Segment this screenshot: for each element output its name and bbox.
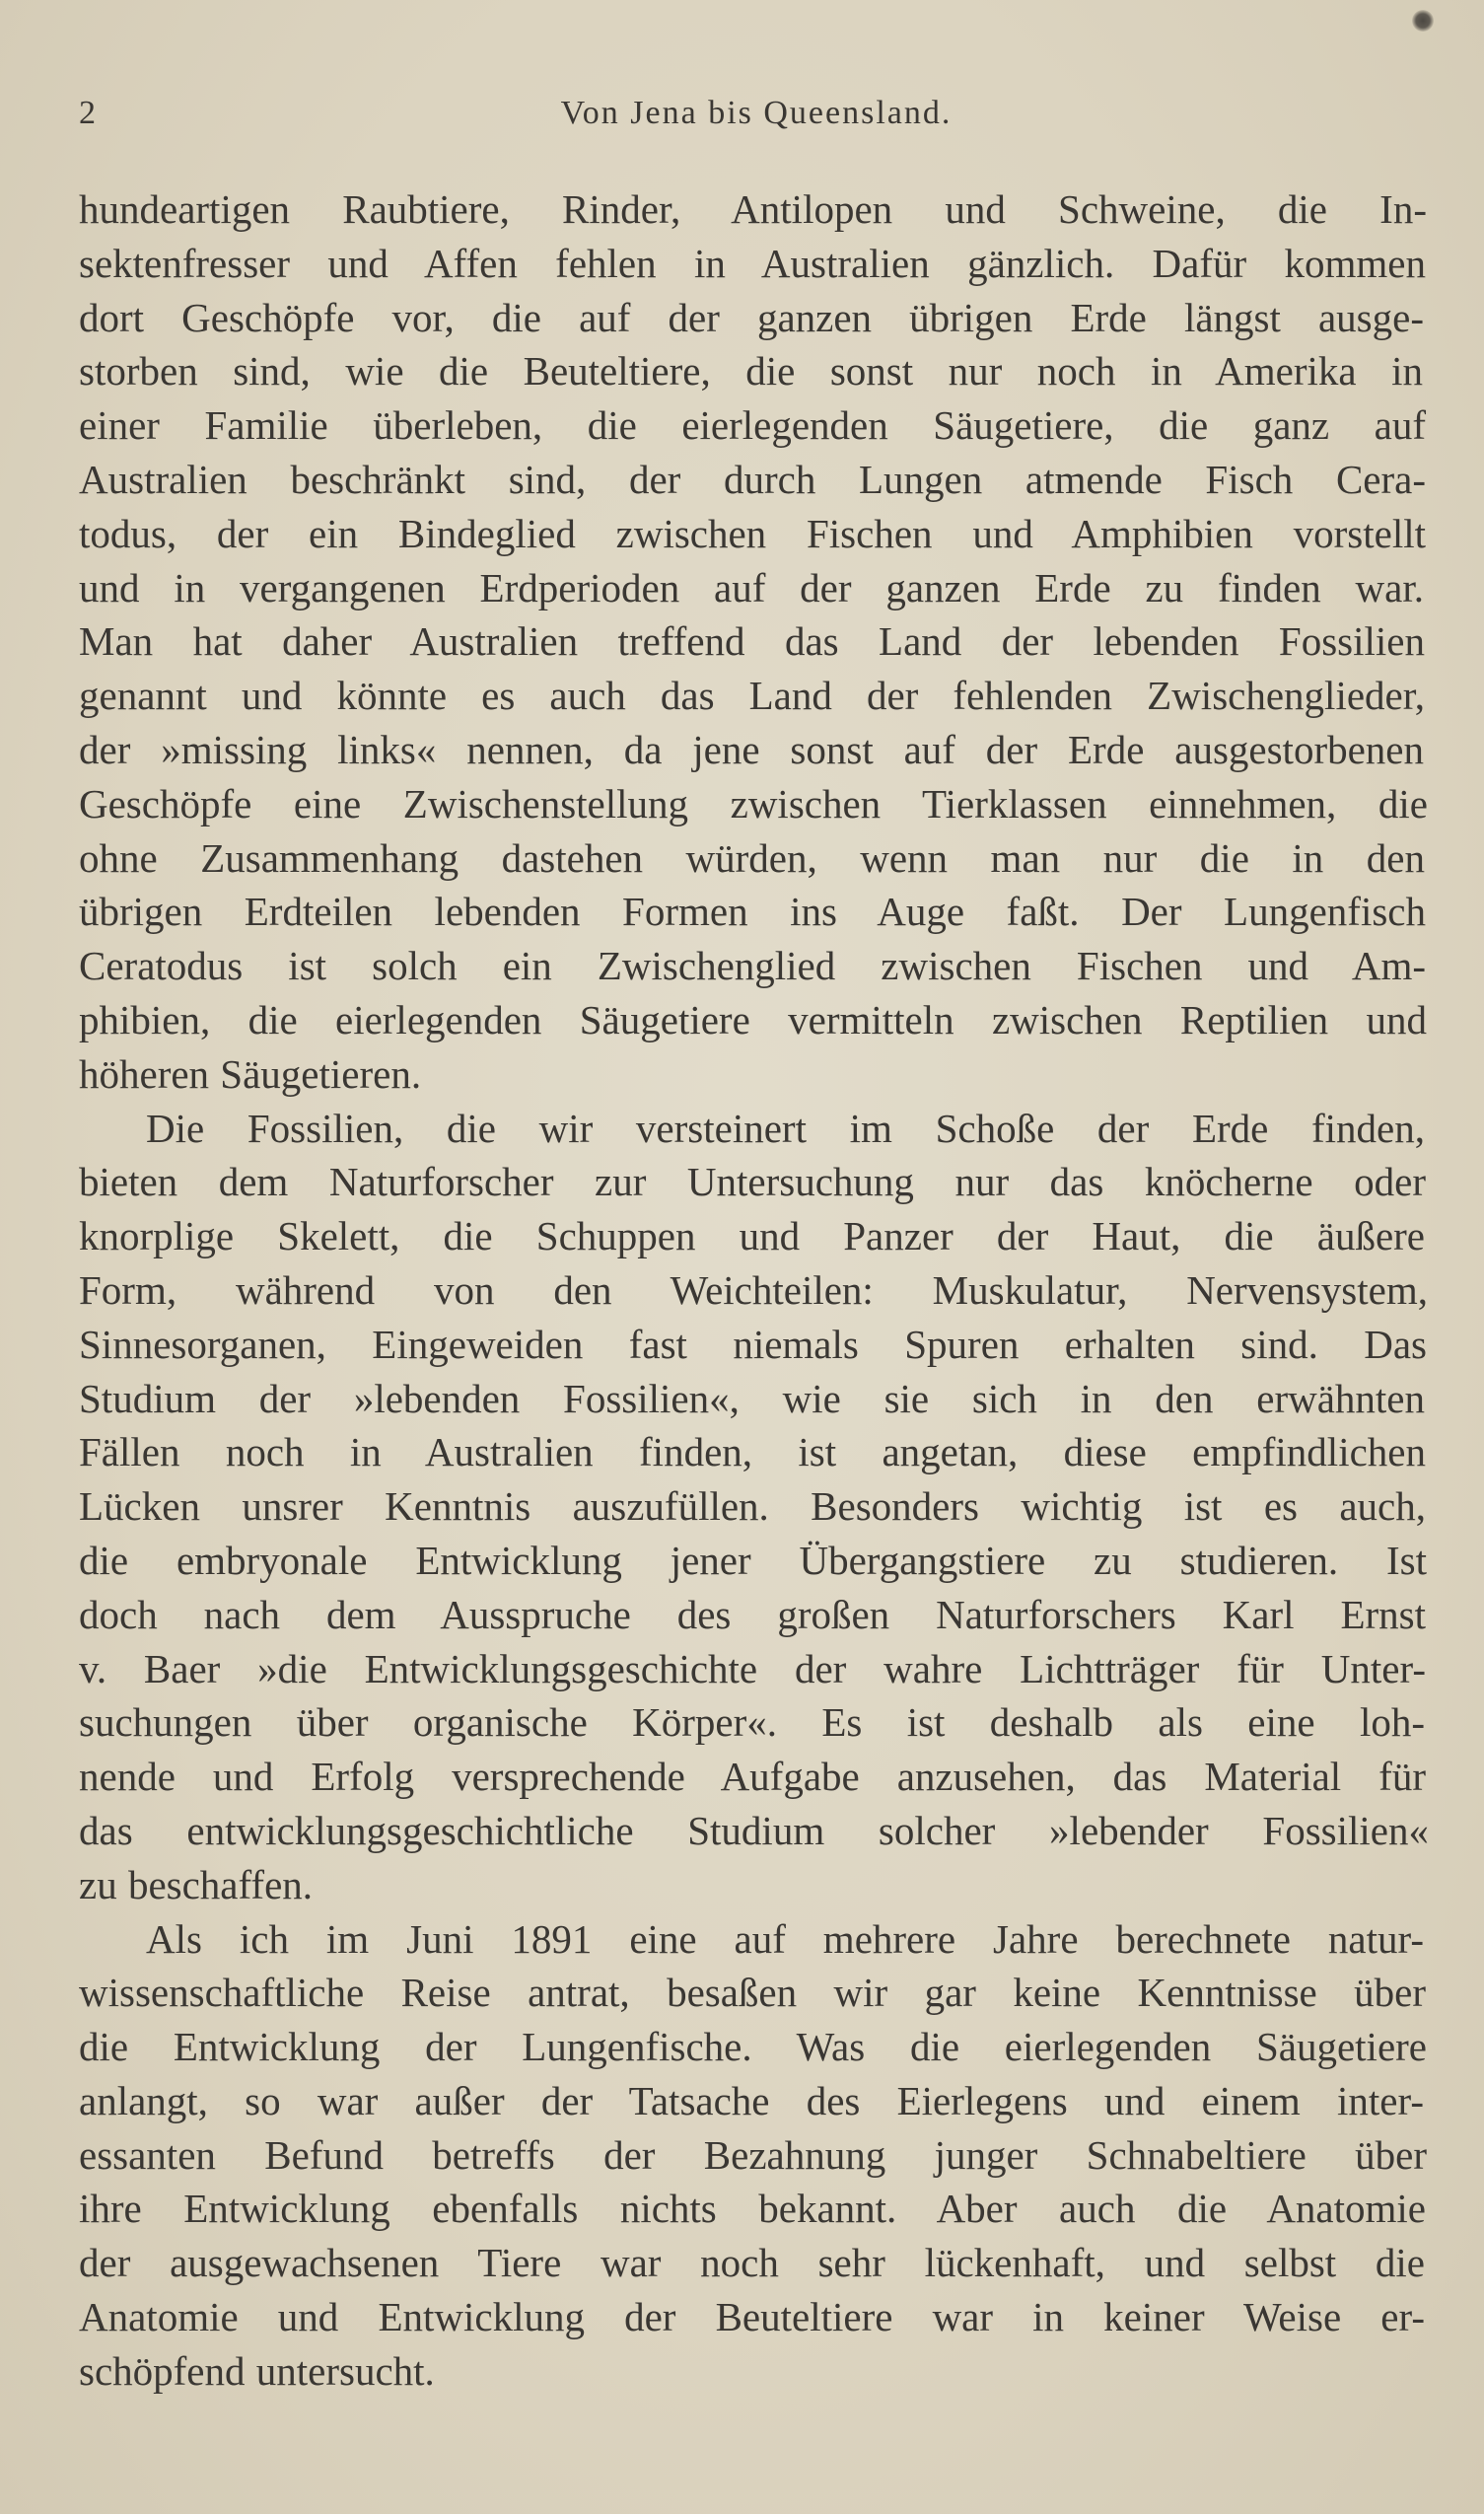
text-line: der ausgewachsenen Tiere war noch sehr lückenhaft, und selbst die: [79, 2240, 1425, 2286]
paragraph-2: [79, 1102, 1434, 1912]
text-line: bieten dem Naturforscher zur Untersuchung nur das knöcherne oder: [79, 1159, 1426, 1205]
text-line: Die Fossilien, die wir versteinert im Schoße der Erde finden,: [146, 1105, 1425, 1151]
text-line: suchungen über organische Körper«. Es ist deshalb als eine loh-: [79, 1699, 1425, 1746]
text-line: wissenschaftliche Reise antrat, besaßen wir gar keine Kenntnisse über: [79, 1970, 1426, 2016]
text-line: ohne Zusammenhang dastehen würden, wenn man nur die in den: [79, 834, 1425, 881]
text-line: essanten Befund betreffs der Bezahnung junger Schnabeltiere über: [79, 2131, 1427, 2178]
text-line: Ceratodus ist solch ein Zwischenglied zwischen Fischen und Am-: [79, 943, 1426, 989]
text-line: Lücken unsrer Kenntnis auszufüllen. Besonders wichtig ist es auch,: [79, 1483, 1426, 1530]
page-header: [79, 95, 1434, 144]
text-line: ihre Entwicklung ebenfalls nichts bekannt. Aber auch die Anatomie: [79, 2186, 1426, 2232]
text-line: knorplige Skelett, die Schuppen und Panzer der Haut, die äußere: [79, 1213, 1425, 1259]
text-line: sektenfresser und Affen fehlen in Australien gänzlich. Dafür kommen: [79, 240, 1426, 286]
text-line: schöpfend untersucht.: [79, 2347, 435, 2394]
text-line: einer Familie überleben, die eierlegenden Säugetiere, die ganz auf: [79, 402, 1426, 449]
paragraph-1: [79, 182, 1434, 1102]
running-title: Von Jena bis Queensland.: [560, 95, 953, 131]
text-line: genannt und könnte es auch das Land der fehlenden Zwischenglieder,: [79, 673, 1425, 719]
text-line: Fällen noch in Australien finden, ist angetan, diese empfindlichen: [79, 1429, 1426, 1475]
text-line: doch nach dem Ausspruche des großen Naturforschers Karl Ernst: [79, 1591, 1426, 1637]
paragraph-3: [79, 1912, 1434, 2399]
text-line: und in vergangenen Erdperioden auf der ganzen Erde zu finden war.: [79, 564, 1424, 611]
text-line: storben sind, wie die Beuteltiere, die sonst nur noch in Amerika in: [79, 348, 1423, 395]
text-line: der »missing links« nennen, da jene sonst auf der Erde ausgestorbenen: [79, 726, 1424, 772]
text-line: hundeartigen Raubtiere, Rinder, Antilopen und Schweine, die In-: [79, 186, 1427, 232]
text-line: zu beschaffen.: [79, 1861, 314, 1907]
text-line: Geschöpfe eine Zwischenstellung zwischen Tierklassen einnehmen, die: [79, 780, 1428, 826]
text-line: die embryonale Entwicklung jener Übergangstiere zu studieren. Ist: [79, 1537, 1427, 1583]
text-line: dort Geschöpfe vor, die auf der ganzen übrigen Erde längst ausge-: [79, 294, 1424, 340]
text-line: Form, während von den Weichteilen: Muskulatur, Nervensystem,: [79, 1266, 1428, 1313]
text-line: anlangt, so war außer der Tatsache des Eierlegens und einem inter-: [79, 2077, 1424, 2123]
text-line: Man hat daher Australien treffend das Land der lebenden Fossilien: [79, 618, 1425, 665]
text-line: Als ich im Juni 1891 eine auf mehrere Jahre berechnete natur-: [146, 1915, 1424, 1962]
text-line: Australien beschränkt sind, der durch Lungen atmende Fisch Cera-: [79, 456, 1426, 502]
text-line: Studium der »lebenden Fossilien«, wie sie sich in den erwähnten: [79, 1375, 1425, 1421]
text-line: übrigen Erdteilen lebenden Formen ins Auge faßt. Der Lungenfisch: [79, 889, 1426, 935]
ink-spot: [1412, 10, 1434, 32]
text-line: todus, der ein Bindeglied zwischen Fischen und Amphibien vorstellt: [79, 510, 1426, 556]
page-number: 2: [79, 95, 97, 131]
text-line: v. Baer »die Entwicklungsgeschichte der wahre Lichtträger für Unter-: [79, 1645, 1426, 1691]
text-line: Anatomie und Entwicklung der Beuteltiere war in keiner Weise er-: [79, 2294, 1425, 2340]
text-line: das entwicklungsgeschichtliche Studium solcher »lebender Fossilien«: [79, 1807, 1429, 1853]
text-line: Sinnesorganen, Eingeweiden fast niemals Spuren erhalten sind. Das: [79, 1321, 1427, 1367]
body-text: [79, 182, 1434, 2399]
text-line: phibien, die eierlegenden Säugetiere vermitteln zwischen Reptilien und: [79, 996, 1427, 1042]
text-line: nende und Erfolg versprechende Aufgabe anzusehen, das Material für: [79, 1754, 1426, 1800]
text-line: die Entwicklung der Lungenfische. Was die eierlegenden Säugetiere: [79, 2024, 1427, 2070]
text-line: höheren Säugetieren.: [79, 1050, 422, 1097]
